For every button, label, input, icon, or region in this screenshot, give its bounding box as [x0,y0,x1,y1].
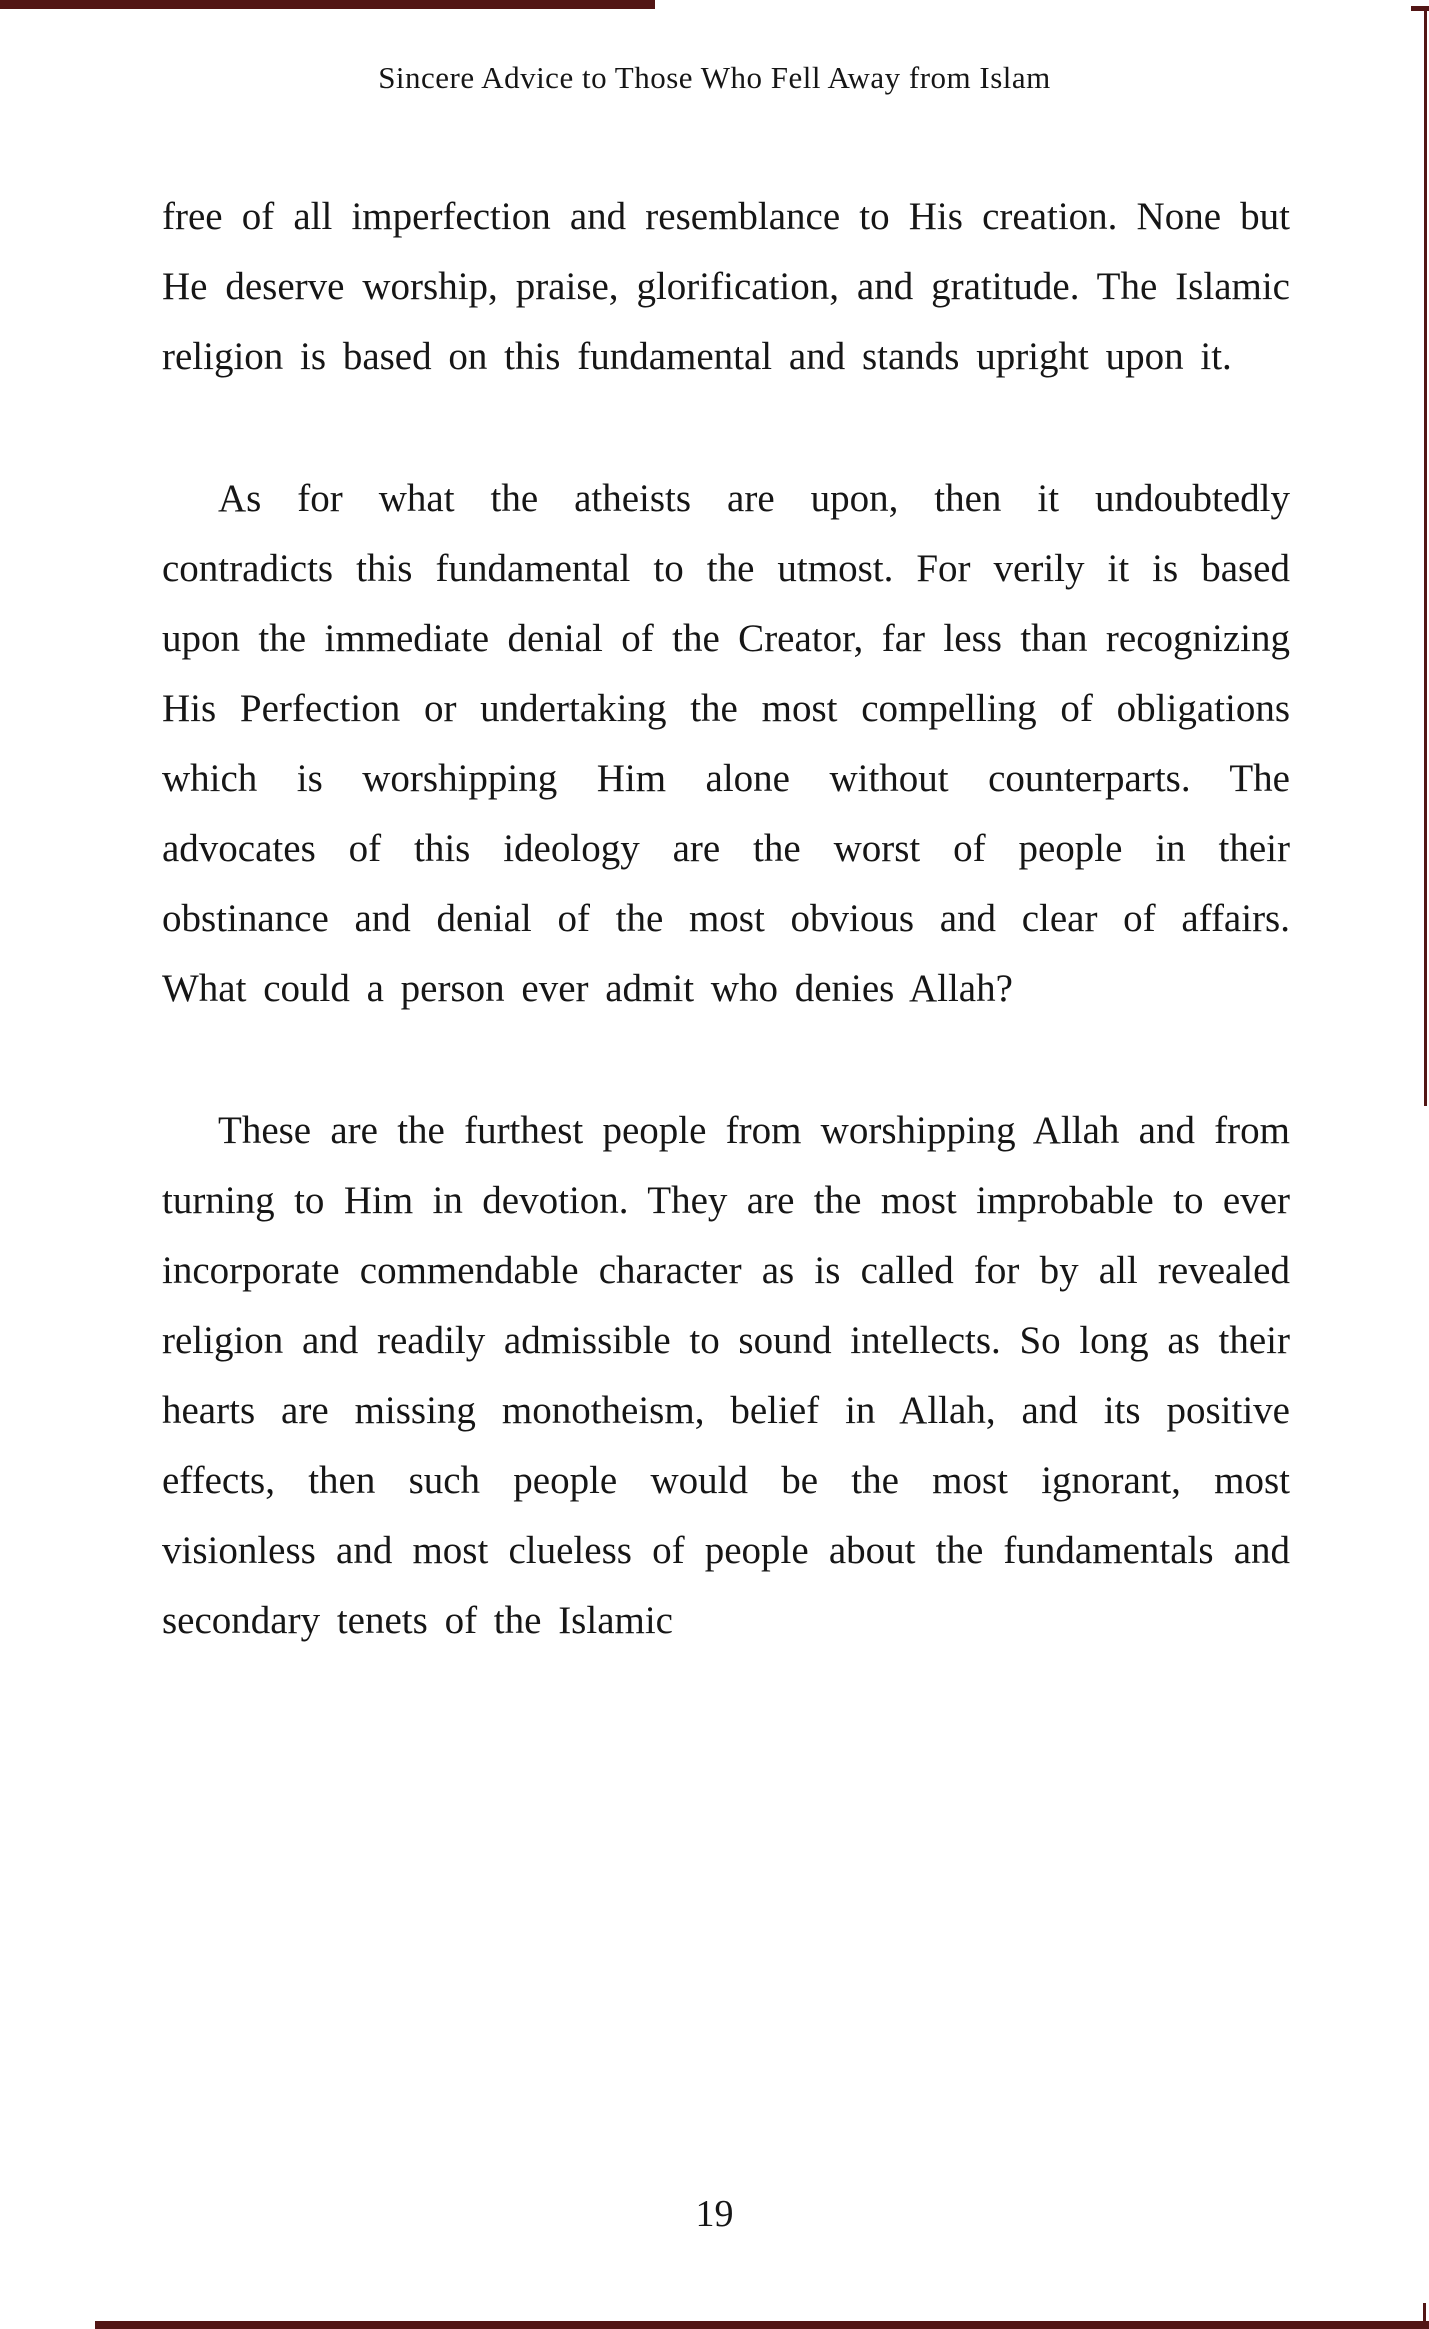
page-number: 19 [695,2193,734,2235]
body-text-block [162,182,1290,1728]
scan-edge-bottom-bar [95,2321,1429,2329]
body-paragraph: As for what the atheists are upon, then it undoubtedly contradicts this fundamental to the utmost. For verily it is based upon the immediate denial of the Creator, far less than recognizing His Perfection or undertaking the most compelling of obligations which is worshipping Him alone without counterparts. The advocates of this ideology are the worst of people in their obstinance and denial of the most obvious and clear of affairs. What could a person ever admit who denies Allah? [162,477,1290,1010]
scan-edge-top-bar [0,0,655,9]
body-paragraph: free of all imperfection and resemblance to His creation. None but He deserve worship, praise, glorification, and gratitude. The Islamic religion is based on this fundamental and stands upright upon it. [162,195,1290,378]
body-paragraph: These are the furthest people from worshipping Allah and from turning to Him in devotion. They are the most improbable to ever incorporate commendable character as is called for by all revealed religion and readily admissible to sound intellects. So long as their hearts are missing monotheism, belief in Allah, and its positive effects, then such people would be the most ignorant, most visionless and most clueless of people about the fundamentals and secondary tenets of the Islamic [162,1109,1290,1642]
running-header: Sincere Advice to Those Who Fell Away from Islam [378,60,1051,95]
scan-edge-right-line [1424,8,1427,1106]
